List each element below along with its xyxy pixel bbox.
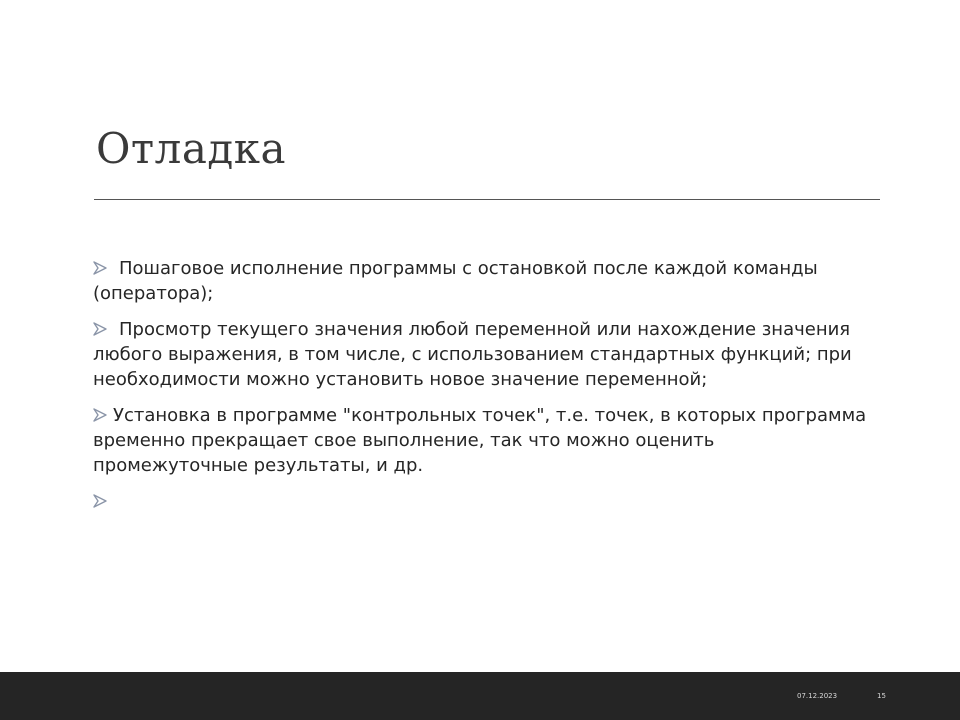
bullet-item bbox=[88, 317, 888, 392]
bullet-list bbox=[88, 256, 888, 525]
bullet-item bbox=[88, 403, 888, 478]
slide-footer bbox=[0, 672, 960, 720]
bullet-item bbox=[88, 256, 888, 306]
bullet-text: Просмотр текущего значения любой переменной или нахождение значения bbox=[119, 319, 851, 340]
bullet-continuation: промежуточные результаты, и др. bbox=[93, 455, 424, 476]
bullet-continuation: любого выражения, в том числе, с использованием стандартных функций; при bbox=[93, 344, 852, 365]
slide-title: Отладка bbox=[96, 124, 287, 173]
arrowhead-bullet-icon bbox=[93, 408, 107, 422]
footer-page-number: 15 bbox=[877, 692, 886, 700]
bullet-continuation: временно прекращает свое выполнение, так что можно оценить bbox=[93, 430, 715, 451]
bullet-text: Пошаговое исполнение программы с остановкой после каждой команды bbox=[119, 258, 818, 279]
bullet-line bbox=[93, 317, 888, 342]
bullet-text: Установка в программе "контрольных точек", т.е. точек, в которых программа bbox=[113, 405, 867, 426]
bullet-line bbox=[93, 403, 888, 428]
bullet-continuation: (оператора); bbox=[93, 283, 214, 304]
arrowhead-bullet-icon bbox=[93, 261, 107, 275]
title-divider bbox=[94, 199, 880, 200]
bullet-item-empty bbox=[88, 489, 888, 514]
bullet-continuation: необходимости можно установить новое значение переменной; bbox=[93, 369, 708, 390]
bullet-line bbox=[93, 256, 888, 281]
bullet-line bbox=[93, 489, 888, 514]
arrowhead-bullet-icon bbox=[93, 322, 107, 336]
arrowhead-bullet-icon bbox=[93, 494, 107, 508]
footer-date: 07.12.2023 bbox=[797, 692, 838, 700]
